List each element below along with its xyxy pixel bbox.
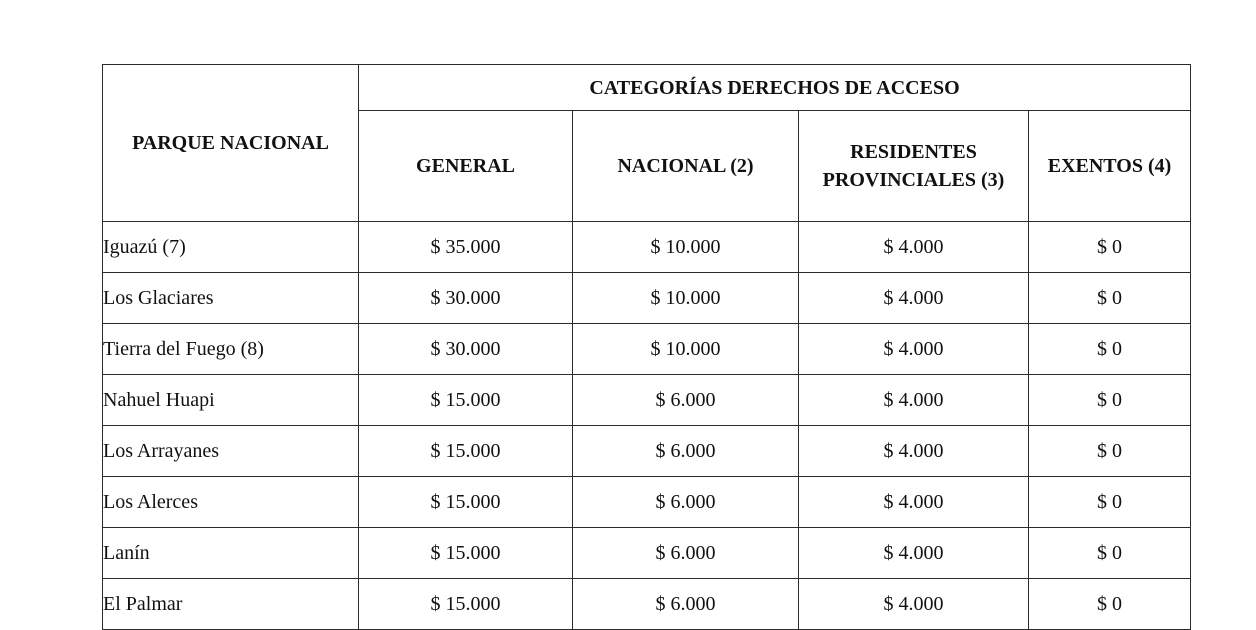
exentos-fee-cell: $ 0 [1029,222,1191,273]
exentos-fee-cell: $ 0 [1029,273,1191,324]
table-row [103,324,1191,375]
nacional-fee-cell: $ 10.000 [573,222,799,273]
park-name-cell: Los Glaciares [103,273,359,324]
table-row [103,528,1191,579]
residentes-fee-cell: $ 4.000 [799,477,1029,528]
fees-table [102,64,1191,630]
header-row-top [103,65,1191,111]
table-row [103,477,1191,528]
park-name-cell: Nahuel Huapi [103,375,359,426]
nacional-fee-cell: $ 6.000 [573,375,799,426]
exentos-fee-cell: $ 0 [1029,375,1191,426]
table-row [103,426,1191,477]
general-fee-cell: $ 30.000 [359,273,573,324]
park-name-cell: Los Arrayanes [103,426,359,477]
general-fee-cell: $ 15.000 [359,426,573,477]
exentos-fee-cell: $ 0 [1029,579,1191,630]
park-column-header: PARQUE NACIONAL [103,65,359,222]
nacional-fee-cell: $ 6.000 [573,426,799,477]
residentes-fee-cell: $ 4.000 [799,324,1029,375]
exentos-fee-cell: $ 0 [1029,528,1191,579]
general-fee-cell: $ 15.000 [359,375,573,426]
residentes-fee-cell: $ 4.000 [799,375,1029,426]
nacional-fee-cell: $ 6.000 [573,579,799,630]
park-name-cell: Tierra del Fuego (8) [103,324,359,375]
table-row [103,579,1191,630]
residentes-fee-cell: $ 4.000 [799,528,1029,579]
nacional-fee-cell: $ 6.000 [573,477,799,528]
residentes-fee-cell: $ 4.000 [799,426,1029,477]
residentes-header-line1: RESIDENTES [850,141,977,163]
general-fee-cell: $ 15.000 [359,477,573,528]
exentos-fee-cell: $ 0 [1029,426,1191,477]
nacional-fee-cell: $ 10.000 [573,273,799,324]
general-fee-cell: $ 15.000 [359,528,573,579]
park-name-cell: Iguazú (7) [103,222,359,273]
residentes-fee-cell: $ 4.000 [799,579,1029,630]
park-name-cell: El Palmar [103,579,359,630]
general-fee-cell: $ 15.000 [359,579,573,630]
nacional-fee-cell: $ 6.000 [573,528,799,579]
residentes-fee-cell: $ 4.000 [799,222,1029,273]
general-fee-cell: $ 35.000 [359,222,573,273]
table-row [103,375,1191,426]
exentos-fee-cell: $ 0 [1029,324,1191,375]
nacional-column-header: NACIONAL (2) [573,111,799,222]
table-row [103,222,1191,273]
residentes-fee-cell: $ 4.000 [799,273,1029,324]
exentos-fee-cell: $ 0 [1029,477,1191,528]
nacional-fee-cell: $ 10.000 [573,324,799,375]
general-fee-cell: $ 30.000 [359,324,573,375]
access-categories-header: CATEGORÍAS DERECHOS DE ACCESO [359,65,1191,111]
exentos-column-header: EXENTOS (4) [1029,111,1191,222]
residentes-column-header [799,111,1029,222]
residentes-header-line2: PROVINCIALES (3) [822,169,1005,191]
park-name-cell: Los Alerces [103,477,359,528]
park-name-cell: Lanín [103,528,359,579]
general-column-header: GENERAL [359,111,573,222]
table-row [103,273,1191,324]
